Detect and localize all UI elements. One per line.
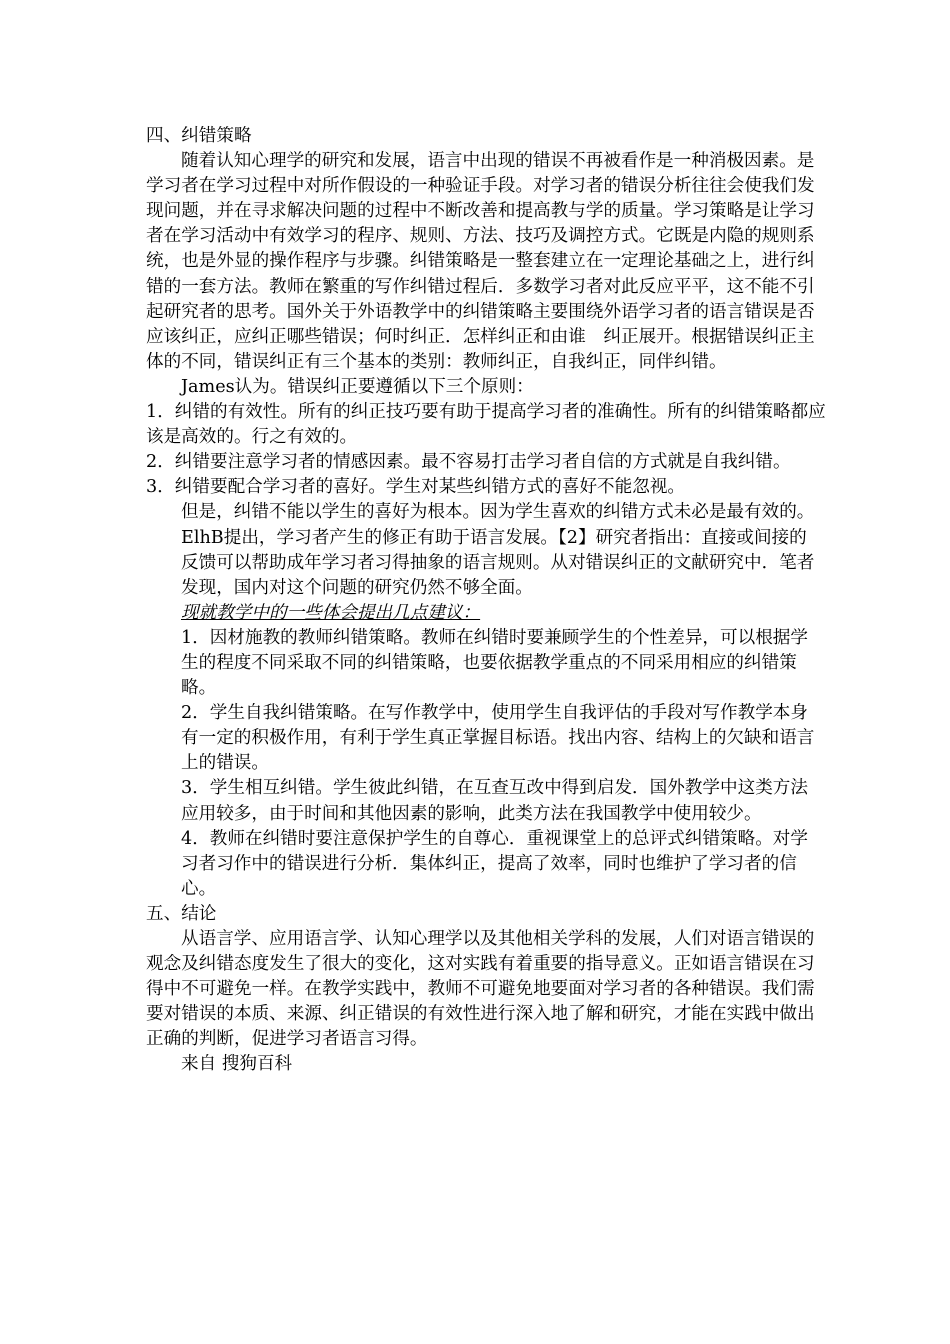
document-body xyxy=(146,124,826,1078)
section-heading-correction-strategies: 四、纠错策略 xyxy=(146,126,252,146)
suggestions-heading xyxy=(181,601,819,626)
intro-paragraph: 随着认知心理学的研究和发展，语言中出现的错误不再被看作是一种消极因素。是学习者在学习过程中对所作假设的一种验证手段。对学习者的错误分析往往会使我们发现问题，并在寻求解决问题的过程中不断改善和提高教与学的质量。学习策略是让学习者在学习活动中有效学习的程序、规则、方法、技巧及调控方式。它既是内隐的规则系统，也是外显的操作程序与步骤。纠错策略是一整套建立在一定理论基础之上，进行纠错的一套方法。教师在繁重的写作纠错过程后．多数学习者对此反应平平，这不能不引起研究者的思考。国外关于外语教学中的纠错策略主要围绕外语学习者的语言错误是否应该纠正，应纠正哪些错误；何时纠正．怎样纠正和由谁 纠正展开。根据错误纠正主体的不同，错误纠正有三个基本的类别：教师纠正，自我纠正，同伴纠错。 xyxy=(146,151,815,372)
suggestion-item: 3．学生相互纠错。学生彼此纠错，在互查互改中得到启发．国外教学中这类方法应用较多，由于时间和其他因素的影响，此类方法在我国教学中使用较少。 xyxy=(181,778,808,824)
principle-item: 3．纠错要配合学习者的喜好。学生对某些纠错方式的喜好不能忽视。 xyxy=(146,477,686,498)
principle-item: 2．纠错要注意学习者的情感因素。最不容易打击学习者自信的方式就是自我纠错。 xyxy=(146,452,791,473)
suggestion-item: 1．因材施教的教师纠错策略。教师在纠错时要兼顾学生的个性差异，可以根据学生的程度不同采取不同的纠错策略，也要依据教学重点的不同采用相应的纠错策略。 xyxy=(181,627,808,699)
preference-paragraph: 但是，纠错不能以学生的喜好为根本。因为学生喜欢的纠错方式未必是最有效的。 ElhB提出，学习者产生的修正有助于语言发展。【2】研究者指出：直接或间接的反馈可以帮助成年学习者习得抽象的语言规则。从对错误纠正的文献研究中．笔者发现，国内对这个问题的研究仍然不够全面。 xyxy=(181,502,824,598)
suggestion-item: 2．学生自我纠错策略。在写作教学中，使用学生自我评估的手段对写作教学本身有一定的积极作用，有利于学生真正掌握目标语。找出内容、结构上的欠缺和语言上的错误。 xyxy=(181,703,815,774)
principle-item: 1．纠错的有效性。所有的纠正技巧要有助于提高学习者的准确性。所有的纠错策略都应该是高效的。行之有效的。 xyxy=(146,402,826,448)
indented-block xyxy=(146,500,824,902)
james-principles-intro: James认为。错误纠正要遵循以下三个原则： xyxy=(181,376,534,397)
suggestions-heading-text: 现就教学中的一些体会提出几点建议： xyxy=(181,602,481,623)
conclusion-paragraph: 从语言学、应用语言学、认知心理学以及其他相关学科的发展，人们对语言错误的观念及纠错态度发生了很大的变化，这对实践有着重要的指导意义。正如语言错误在习得中不可避免一样。在教学实践中，教师不可避免地要面对学习者的各种错误。我们需要对错误的本质、来源、纠正错误的有效性进行深入地了解和研究，才能在实践中做出正确的判断，促进学习者语言习得。 xyxy=(146,929,815,1050)
source-note: 来自 搜狗百科 xyxy=(181,1054,293,1075)
suggestion-item: 4．教师在纠错时要注意保护学生的自尊心．重视课堂上的总评式纠错策略。对学习者习作中的错误进行分析．集体纠正，提高了效率，同时也维护了学习者的信心。 xyxy=(181,828,808,899)
section-heading-conclusion: 五、结论 xyxy=(146,903,217,924)
